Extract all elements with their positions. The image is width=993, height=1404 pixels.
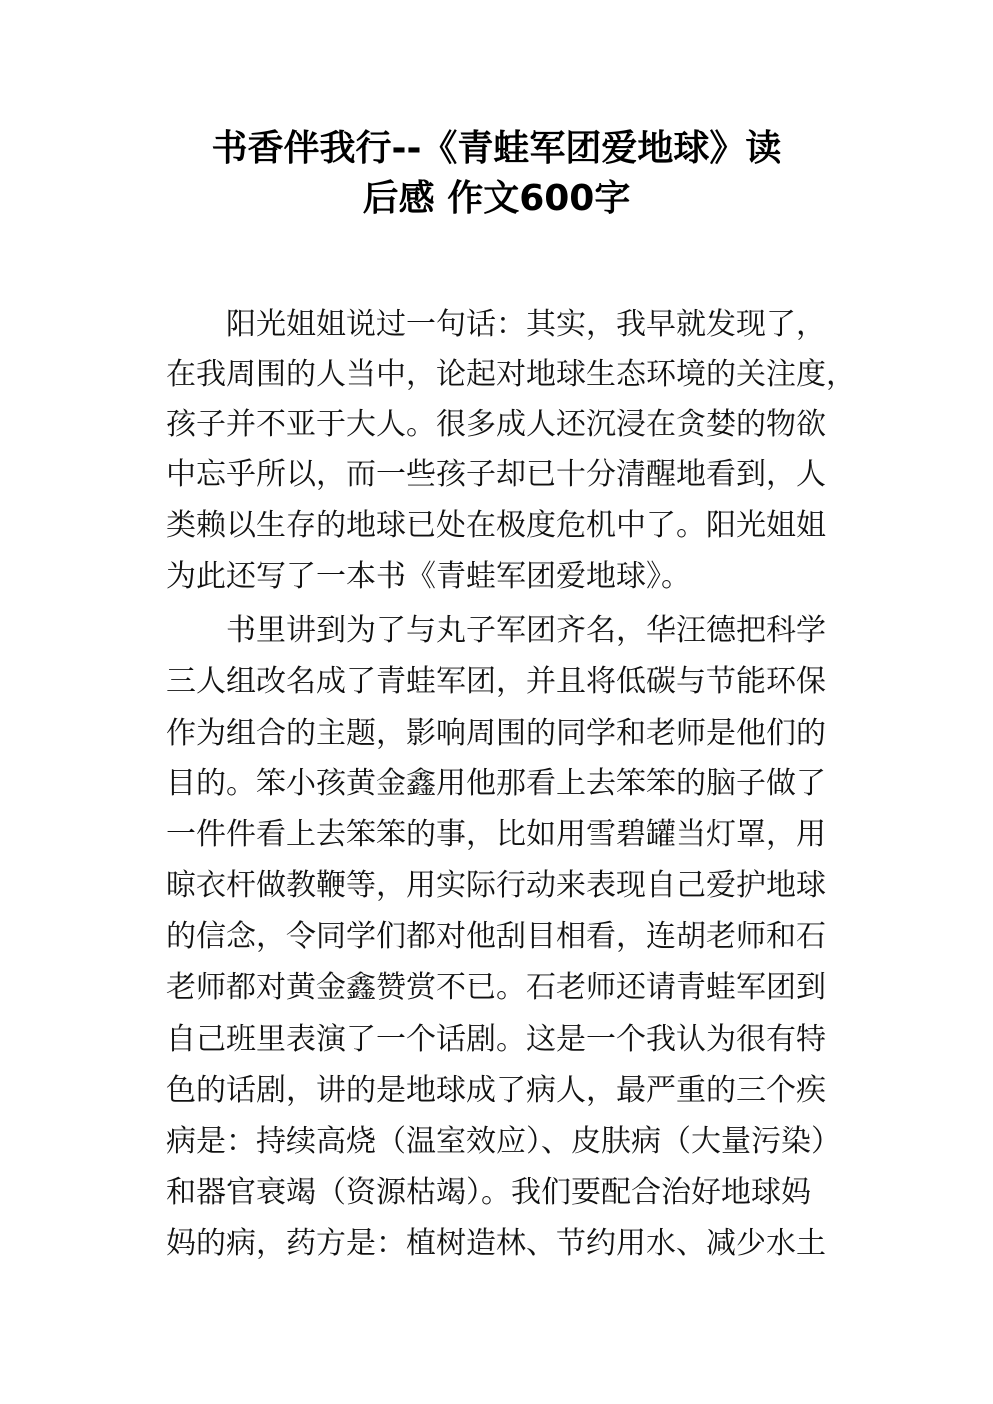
paragraph-2-line-6: 晾衣杆做教鞭等，用实际行动来表现自己爱护地球 bbox=[166, 868, 826, 903]
paragraph-2-line-4: 目的。笨小孩黄金鑫用他那看上去笨笨的脑子做了 bbox=[166, 766, 826, 801]
paragraph-2-line-8: 老师都对黄金鑫赞赏不已。石老师还请青蛙军团到 bbox=[166, 970, 826, 1005]
paragraph-2-line-3: 作为组合的主题，影响周围的同学和老师是他们的 bbox=[166, 716, 826, 751]
paragraph-2-line-5: 一件件看上去笨笨的事，比如用雪碧罐当灯罩，用 bbox=[166, 817, 826, 852]
paragraph-2-line-2: 三人组改名成了青蛙军团，并且将低碳与节能环保 bbox=[166, 664, 826, 699]
paragraph-2-line-10: 色的话剧，讲的是地球成了病人，最严重的三个疾 bbox=[166, 1073, 826, 1108]
paragraph-1-line-3: 孩子并不亚于大人。很多成人还沉浸在贪婪的物欲 bbox=[166, 407, 826, 442]
document-title-line-2: 后感 作文600字 bbox=[362, 178, 631, 219]
paragraph-1-line-2: 在我周围的人当中，论起对地球生态环境的关注度， bbox=[166, 357, 856, 392]
paragraph-2-line-13: 妈的病，药方是：植树造林、节约用水、减少水土 bbox=[166, 1226, 826, 1261]
paragraph-1-line-6: 为此还写了一本书《青蛙军团爱地球》。 bbox=[166, 559, 691, 594]
paragraph-2-line-12: 和器官衰竭（资源枯竭）。我们要配合治好地球妈 bbox=[166, 1175, 811, 1210]
paragraph-2-line-11: 病是：持续高烧（温室效应）、皮肤病（大量污染） bbox=[166, 1124, 841, 1159]
paragraph-2-line-1: 书里讲到为了与丸子军团齐名，华汪德把科学 bbox=[226, 613, 826, 648]
paragraph-1-line-1: 阳光姐姐说过一句话：其实，我早就发现了， bbox=[226, 307, 826, 342]
paragraph-2-line-7: 的信念，令同学们都对他刮目相看，连胡老师和石 bbox=[166, 919, 826, 954]
paragraph-1-line-4: 中忘乎所以，而一些孩子却已十分清醒地看到，人 bbox=[166, 457, 826, 492]
paragraph-2-line-9: 自己班里表演了一个话剧。这是一个我认为很有特 bbox=[166, 1022, 826, 1057]
paragraph-1-line-5: 类赖以生存的地球已处在极度危机中了。阳光姐姐 bbox=[166, 508, 826, 543]
document-title-line-1: 书香伴我行--《青蛙军团爱地球》读 bbox=[211, 128, 782, 169]
